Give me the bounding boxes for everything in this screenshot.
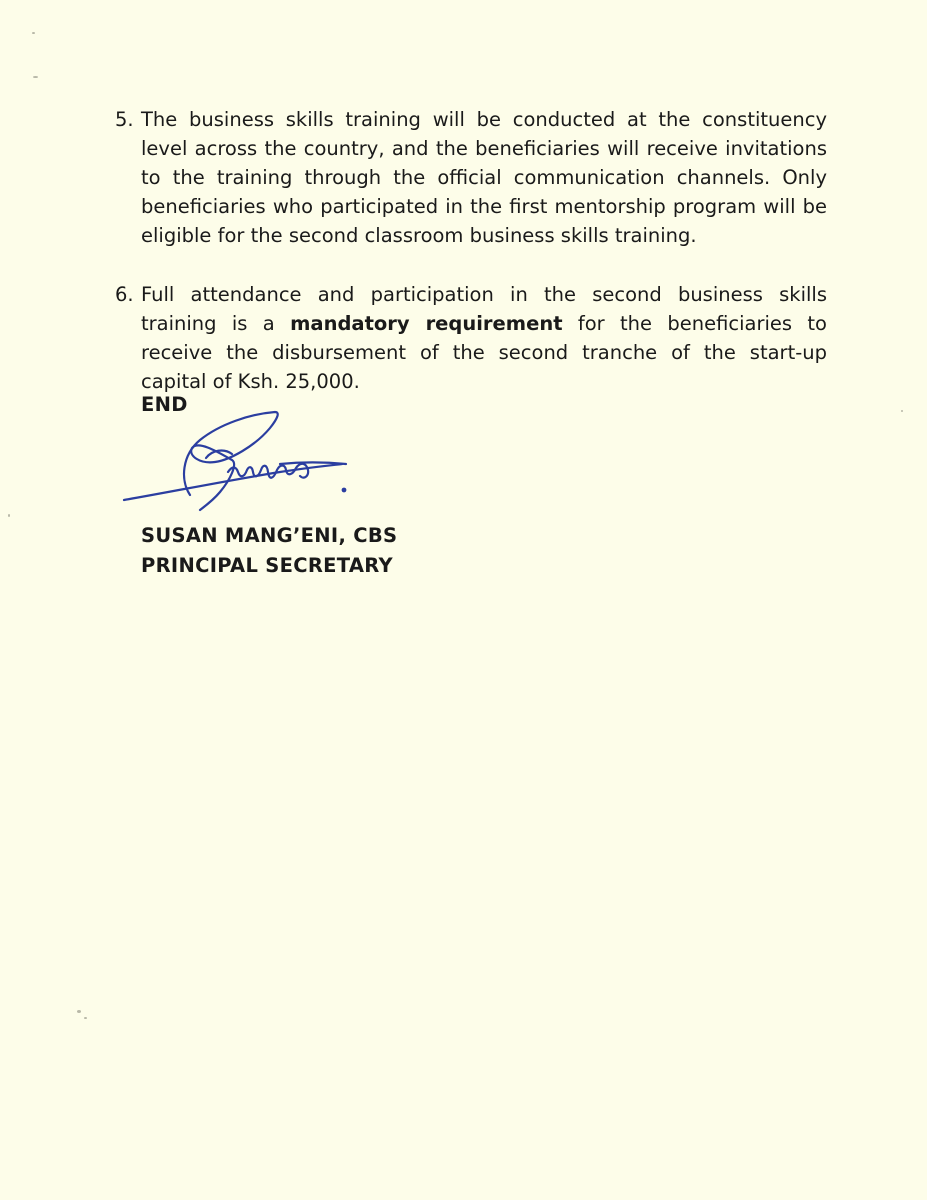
end-label: END [141,393,188,416]
list-item [115,280,827,396]
item-text-after: for the beneficiaries to receive the disbursement of the second tranche of the start-up capital of Ksh. 25,000. [141,312,827,393]
item-text-bold: mandatory requirement [290,312,563,335]
scan-speck [33,76,38,78]
handwritten-signature [120,400,370,520]
item-text: The business skills training will be conducted at the constituency level across the country, and the beneficiaries will receive invitations to the training through the official communication channels. Only beneficiaries who participated in the first mentorship program will be eligible for the second classroom business skills training. [141,108,827,247]
scan-speck [32,32,35,34]
scan-speck [8,514,10,517]
scan-speck [901,410,903,412]
item-number: 5. [115,108,134,131]
signer-name: SUSAN MANG’ENI, CBS [141,524,398,547]
scan-speck [77,1010,81,1013]
item-text-before: Full attendance and participation in the second business skills training is a [141,283,827,335]
scan-speck [84,1017,87,1019]
signer-title: PRINCIPAL SECRETARY [141,554,393,577]
list-item [115,105,827,250]
item-number: 6. [115,283,134,306]
item-text [141,280,827,396]
